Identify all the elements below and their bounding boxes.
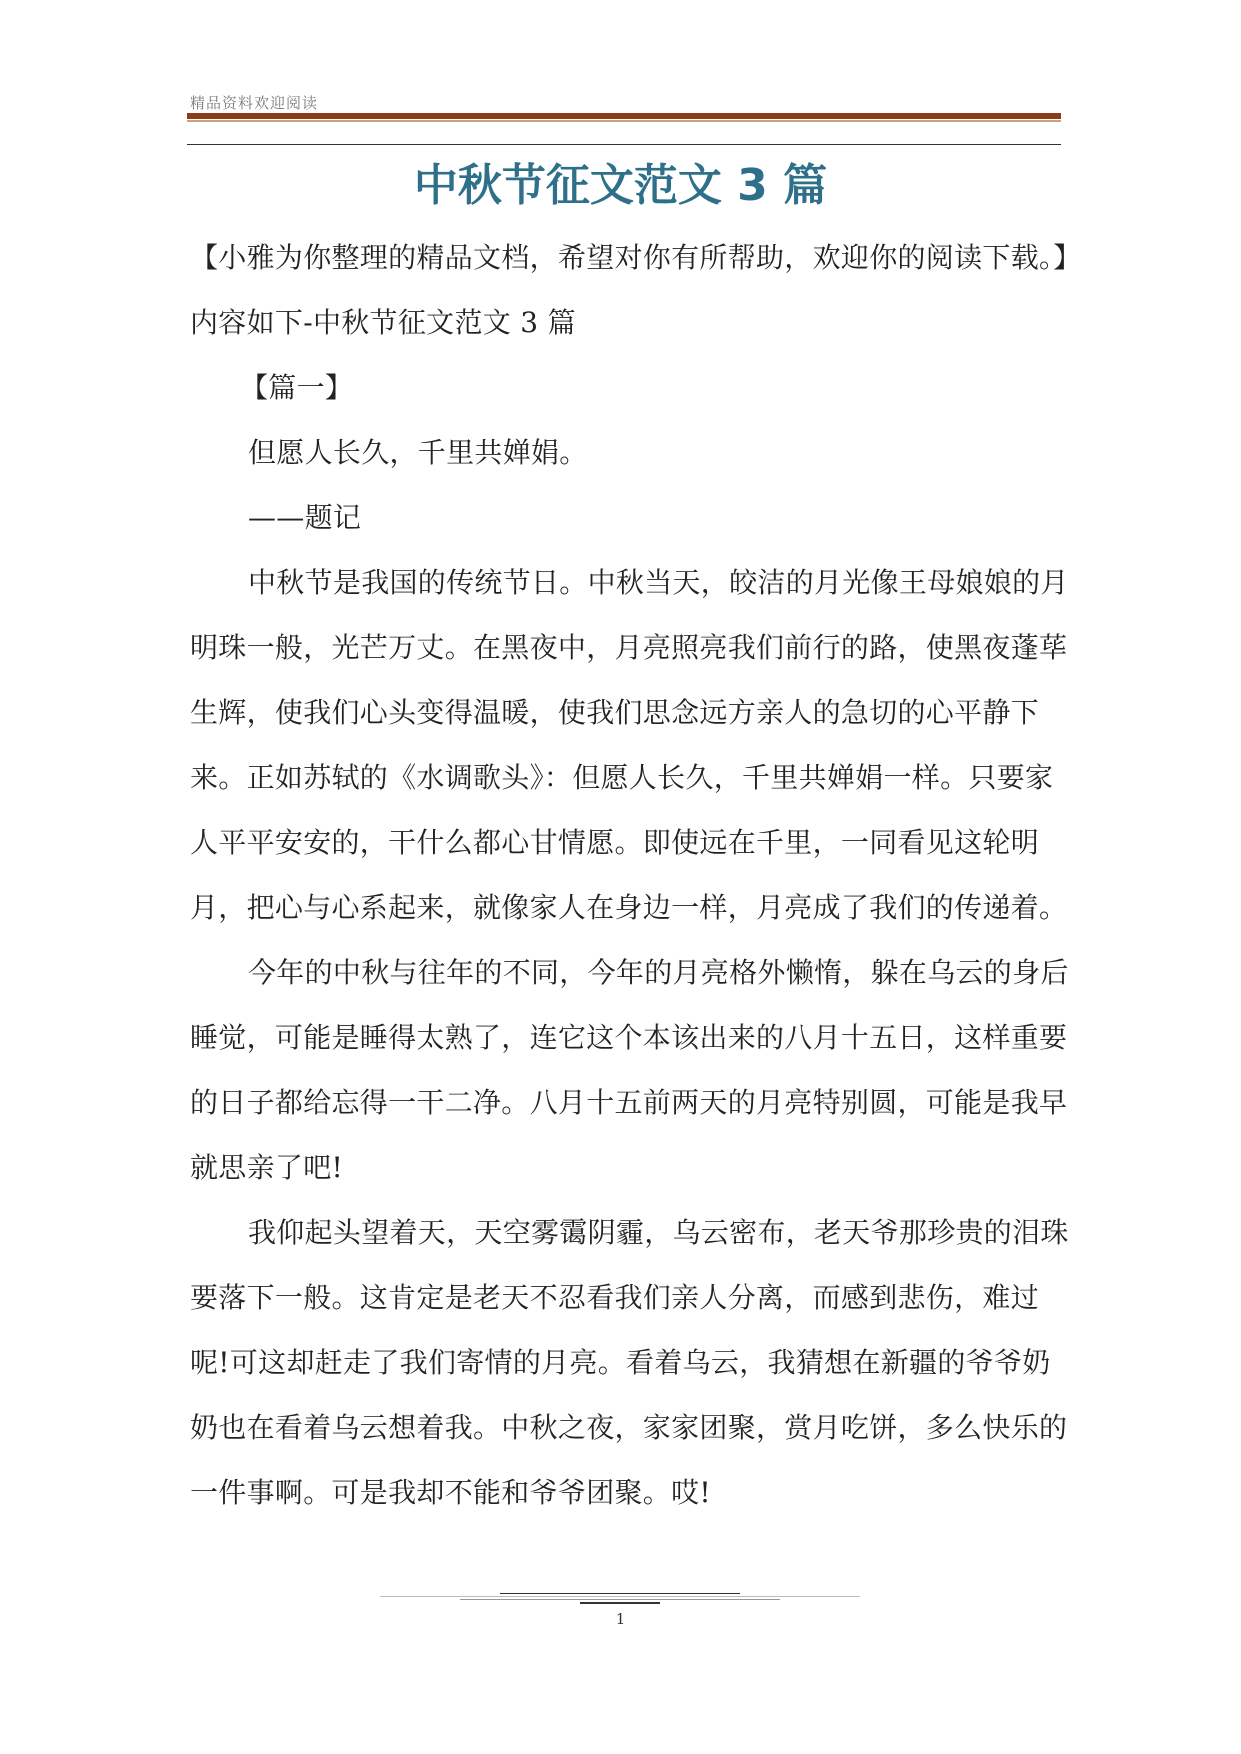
epigraph: 但愿人长久，千里共婵娟。 <box>248 436 588 469</box>
document-body <box>190 225 1070 1525</box>
header-rule-thin <box>187 144 1061 145</box>
footer-rule <box>460 1599 780 1600</box>
body-paragraph: 我仰起头望着天，天空雾霭阴霾，乌云密布，老天爷那珍贵的泪珠要落下一般。这肯定是老天不忍看我们亲人分离，而感到悲伤，难过呢!可这却赶走了我们寄情的月亮。看着乌云，我猜想在新疆的爷爷奶奶也在看着乌云想着我。中秋之夜，家家团聚，赏月吃饼，多么快乐的一件事啊。可是我却不能和爷爷团聚。哎! <box>190 1216 1069 1509</box>
document-title: 中秋节征文范文 3 篇 <box>413 160 828 211</box>
intro-paragraph: 【小雅为你整理的精品文档，希望对你有所帮助，欢迎你的阅读下载。】内容如下-中秋节征文范文 3 篇 <box>190 241 1068 339</box>
page-number: 1 <box>615 1610 626 1628</box>
header-rule-accent <box>187 120 1061 122</box>
body-paragraph: 今年的中秋与往年的不同，今年的月亮格外懒惰，躲在乌云的身后睡觉，可能是睡得太熟了，连它这个本该出来的八月十五日，这样重要的日子都给忘得一干二净。八月十五前两天的月亮特别圆，可能是我早就思亲了吧! <box>190 956 1069 1184</box>
body-paragraph: 中秋节是我国的传统节日。中秋当天，皎洁的月光像王母娘娘的月明珠一般，光芒万丈。在黑夜中，月亮照亮我们前行的路，使黑夜蓬荜生辉，使我们心头变得温暖，使我们思念远方亲人的急切的心平静下来。正如苏轼的《水调歌头》：但愿人长久，千里共婵娟一样。只要家人平平安安的，干什么都心甘情愿。即使远在千里，一同看见这轮明月，把心与心系起来，就像家人在身边一样，月亮成了我们的传递着。 <box>190 566 1069 924</box>
epigraph-attribution: ——题记 <box>248 501 362 534</box>
header-text: 精品资料欢迎阅读 <box>190 94 319 112</box>
footer-rule <box>500 1593 740 1594</box>
section-label: 【篇一】 <box>240 371 354 404</box>
footer-rule <box>580 1602 660 1604</box>
footer-rule <box>380 1596 860 1597</box>
header-rule-thick <box>187 113 1061 119</box>
